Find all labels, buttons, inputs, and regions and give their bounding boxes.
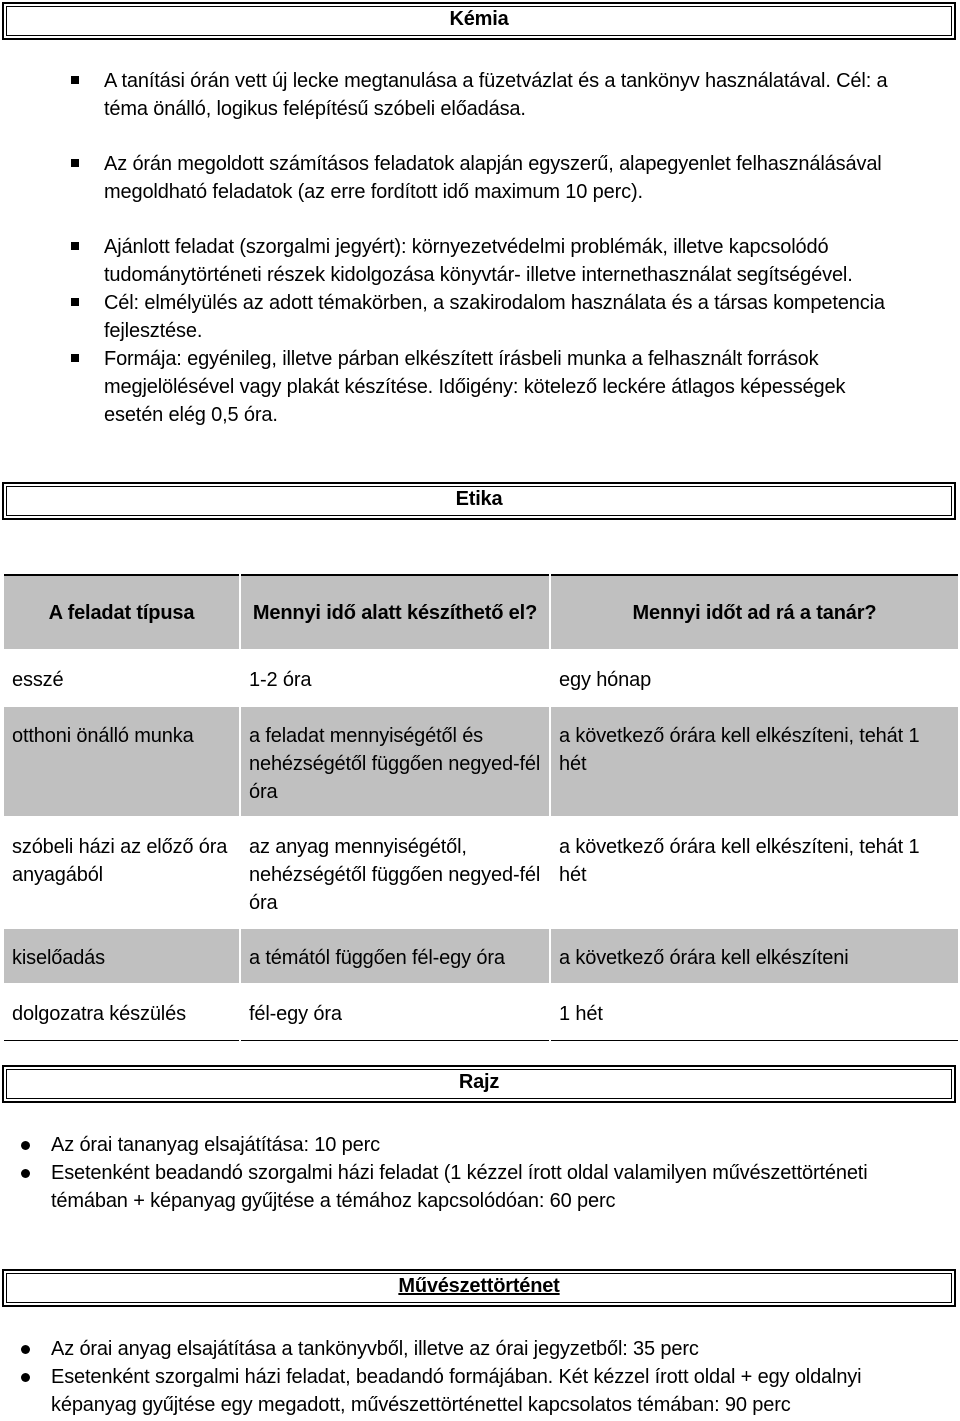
list-item: A tanítási órán vett új lecke megtanulása a füzetvázlat és a tankönyv használatával. Cél: a téma önálló, logikus felépítésű szóbeli előadása. [0,67,904,123]
etika-title: Etika [455,488,503,510]
header-time-given: Mennyi időt ad rá a tanár? [550,575,958,650]
table-cell: a következő órára kell elkészíteni, tehát 1 hét [550,817,958,928]
list-item: Cél: elmélyülés az adott témakörben, a szakirodalom használata és a társas kompetencia fejlesztése. [0,289,904,345]
table-cell: a következő órára kell elkészíteni [550,928,958,984]
table-row [4,706,958,817]
table-cell: otthoni önálló munka [4,706,240,817]
list-item: Esetenként beadandó szorgalmi házi feladat (1 kézzel írott oldal valamilyen művészettörténeti témában + képanyag gyűjtése a témához kapcsolódóan: 60 perc [0,1159,946,1215]
table-row [4,928,958,984]
muveszettortenet-title: Művészettörténet [398,1275,560,1297]
list-item: Az órai tananyag elsajátítása: 10 perc [0,1131,946,1159]
etika-header [2,482,956,520]
kemia-header [2,2,956,40]
rajz-list [0,1131,946,1215]
table-cell: 1-2 óra [240,650,550,706]
table-cell: az anyag mennyiségétől, nehézségétől függően negyed-fél óra [240,817,550,928]
table-cell: a témától függően fél-egy óra [240,928,550,984]
table-cell: egy hónap [550,650,958,706]
etika-table [4,574,958,1041]
table-cell: fél-egy óra [240,984,550,1040]
table-cell: szóbeli házi az előző óra anyagából [4,817,240,928]
muveszettortenet-header [2,1269,956,1307]
table-row [4,650,958,706]
rajz-header [2,1065,956,1103]
header-task-type: A feladat típusa [4,575,240,650]
muveszettortenet-list [0,1335,946,1419]
list-item: Ajánlott feladat (szorgalmi jegyért): környezetvédelmi problémák, illetve kapcsolódó tudománytörténeti részek kidolgozása könyvtár- illetve internethasználat segítségével. [0,233,904,289]
table-cell: dolgozatra készülés [4,984,240,1040]
header-time-needed: Mennyi idő alatt készíthető el? [240,575,550,650]
list-item: Esetenként szorgalmi házi feladat, beadandó formájában. Két kézzel írott oldal + egy oldalnyi képanyag gyűjtése egy megadott, művészettörténettel kapcsolatos témában: 90 perc [0,1363,946,1419]
list-item: Az órán megoldott számításos feladatok alapján egyszerű, alapegyenlet felhasználásával megoldható feladatok (az erre fordított idő maximum 10 perc). [0,150,904,206]
table-cell: a következő órára kell elkészíteni, tehát 1 hét [550,706,958,817]
table-cell: 1 hét [550,984,958,1040]
list-item: Formája: egyénileg, illetve párban elkészített írásbeli munka a felhasznált források megjelölésével vagy plakát készítése. Időigény: kötelező leckére átlagos képességek esetén elég 0,5 óra. [0,345,904,429]
kemia-list [0,67,904,429]
table-cell: esszé [4,650,240,706]
table-header-row [4,575,958,650]
table-cell: a feladat mennyiségétől és nehézségétől függően negyed-fél óra [240,706,550,817]
table-row [4,984,958,1040]
list-item: Az órai anyag elsajátítása a tankönyvből, illetve az órai jegyzetből: 35 perc [0,1335,946,1363]
rajz-title: Rajz [458,1071,500,1093]
table-row [4,817,958,928]
kemia-title: Kémia [449,8,509,30]
table-cell: kiselőadás [4,928,240,984]
